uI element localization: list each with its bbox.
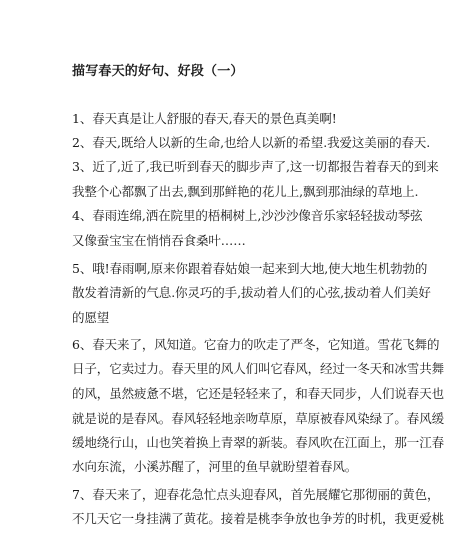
paragraph-line: 3、近了,近了,我已听到春天的脚步声了,这一切都报告着春天的到来 [72,159,439,174]
paragraph-line: 1、春天真是让人舒服的春天,春天的景色真美啊! [72,111,337,126]
paragraph-line: 6、春天来了，风知道。它奋力的吹走了严冬，它知道。雪花飞舞的 [72,337,440,352]
paragraph-line: 我整个心都飘了出去,飘到那鲜艳的花儿上,飘到那油绿的草地上. [72,184,419,199]
paragraph-line: 又像蚕宝宝在悄悄吞食桑叶…… [72,233,246,248]
paragraph-line: 就是说的是春风。春风轻轻地亲吻草原，草原被春风染绿了。春风缓 [72,411,445,426]
paragraph-line: 4、春雨连绵,洒在院里的梧桐树上,沙沙沙像音乐家轻轻拔动琴弦 [72,208,423,223]
paragraph-line: 日子，它卖过力。春天里的风人们叫它春风，经过一冬天和冰雪共舞 [72,361,445,376]
paragraph-line: 5、哦!春雨啊,原来你跟着春姑娘一起来到大地,使大地生机勃勃的 [72,261,428,276]
paragraph-line: 的风，虽然疲惫不堪，它还是轻轻来了，和春天同步，人们说春天也 [72,386,445,401]
paragraph-line: 2、春天,既给人以新的生命,也给人以新的希望.我爱这美丽的春天. [72,135,431,150]
paragraph-line: 散发着清新的气息.你灵巧的手,拔动着人们的心弦,拔动着人们美好 [72,285,431,300]
paragraph-line: 不几天它一身挂满了黄花。接着是桃李争放也争芳的时机，我更爱桃 [72,511,445,526]
paragraph-line: 7、春天来了，迎春花急忙点头迎春风，首先展耀它那彻丽的黄色， [72,487,440,502]
paragraph-line: 的愿望 [72,310,110,325]
paragraph-line: 水向东流，小溪苏醒了，河里的鱼早就盼望着春风。 [72,459,358,474]
paragraph-line: 缓地绕行山，山也笑着换上青翠的新装。春风吹在江面上，那一江春 [72,435,445,450]
document-title: 描写春天的好句、好段（一） [72,64,244,79]
